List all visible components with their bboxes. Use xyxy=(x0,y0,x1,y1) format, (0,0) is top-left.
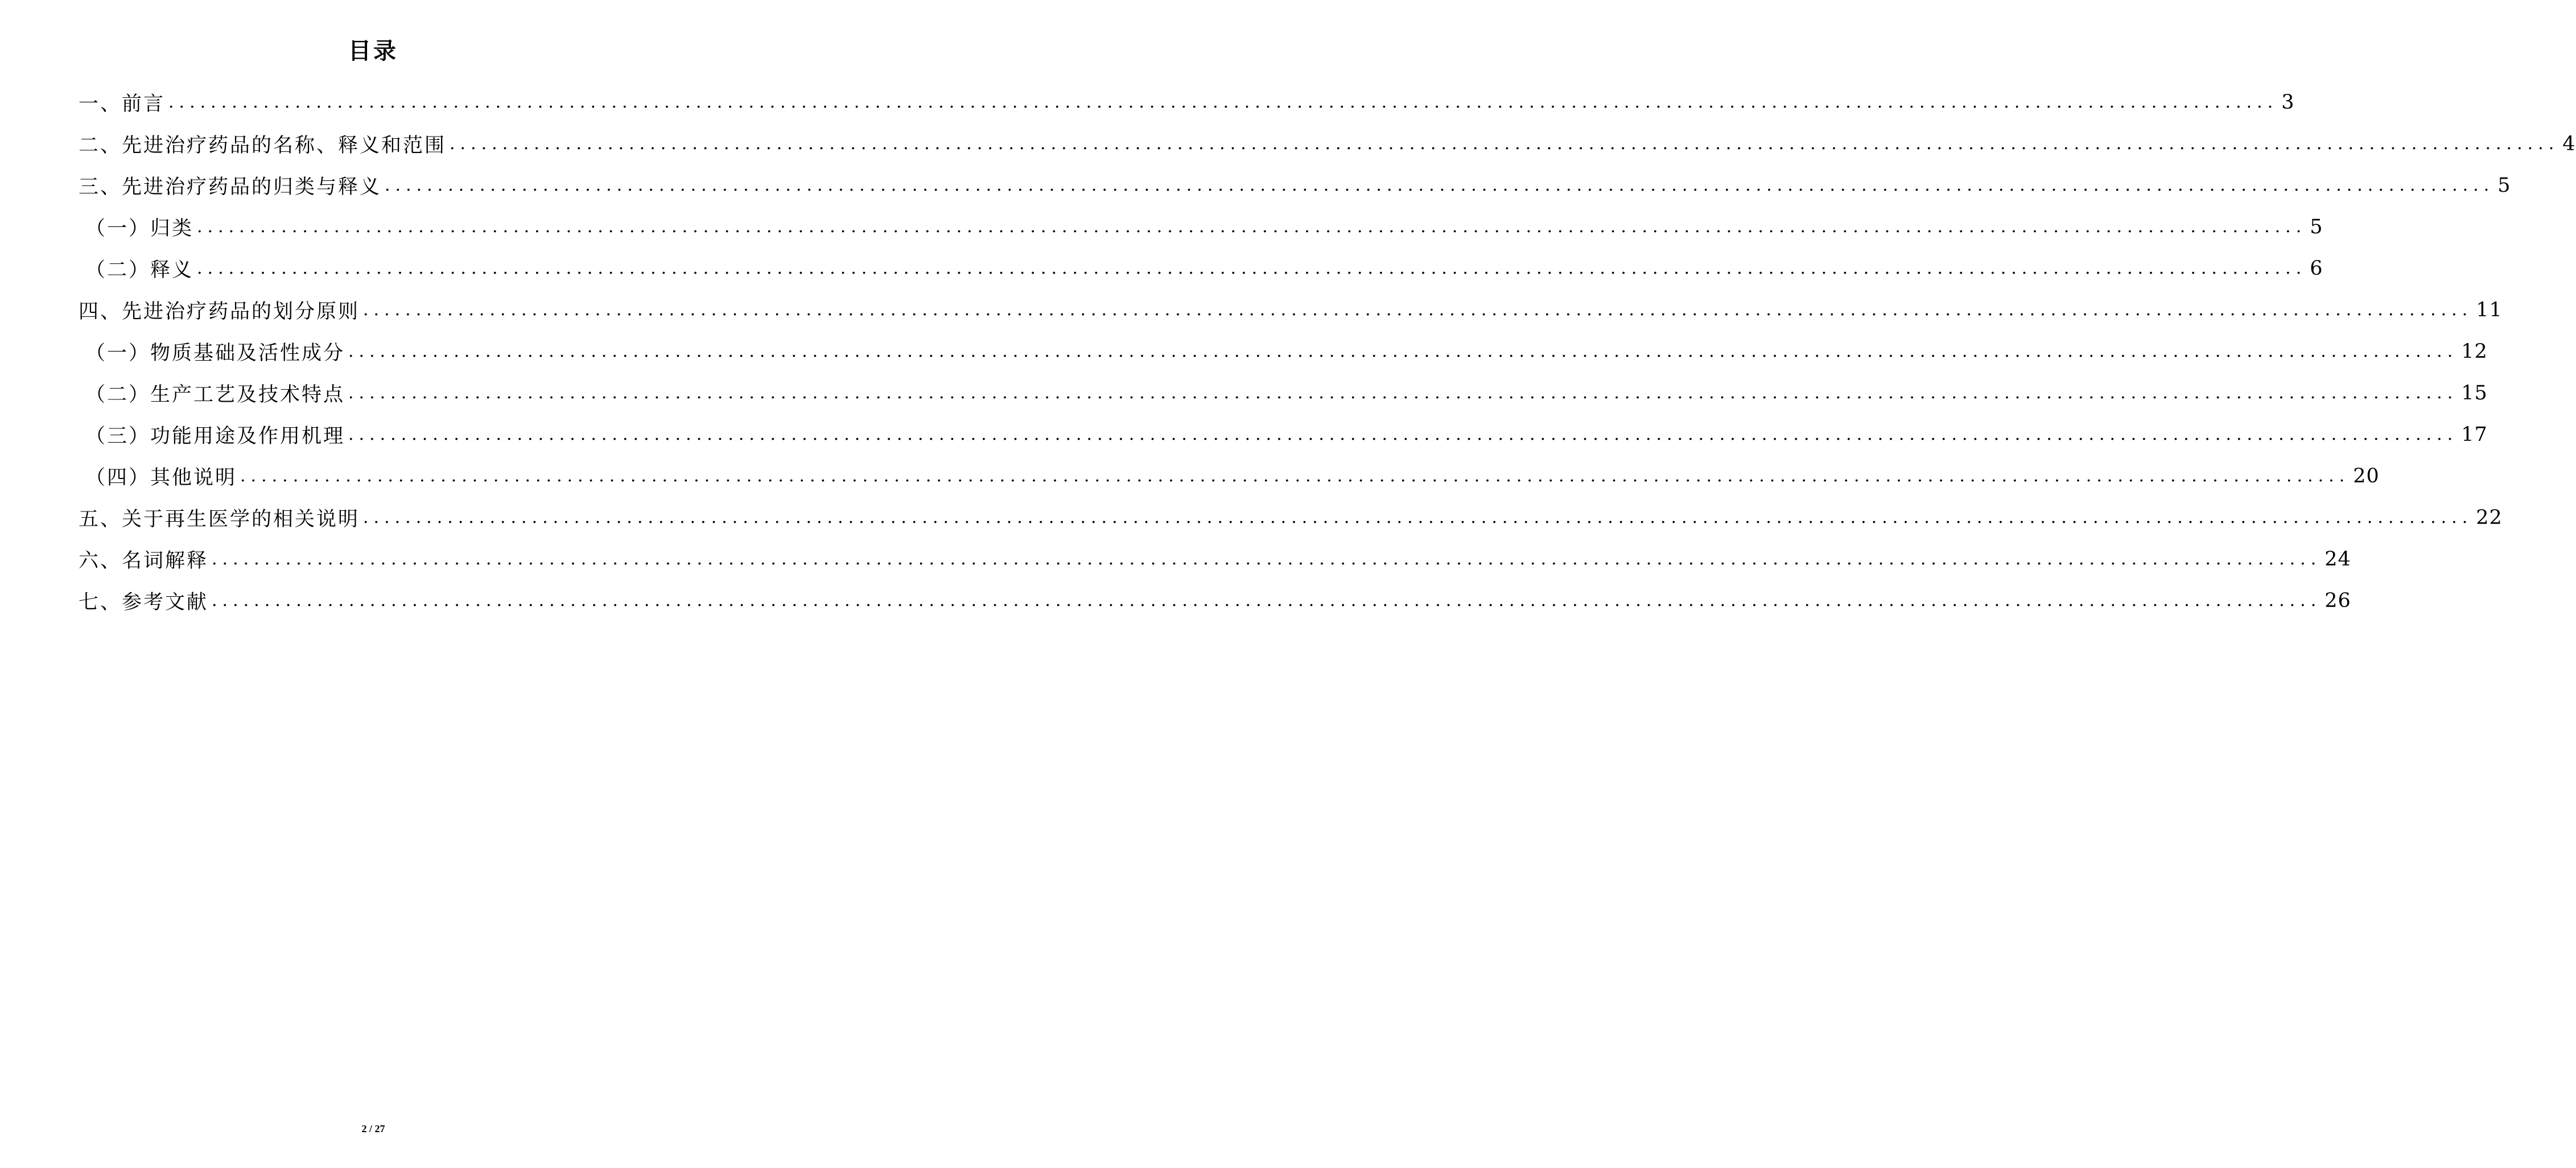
toc-entry-label: （一）物质基础及活性成分 xyxy=(85,341,345,365)
toc-entry-label: （三）功能用途及作用机理 xyxy=(85,424,345,448)
toc-entry-label: （二）生产工艺及技术特点 xyxy=(85,383,345,406)
toc-dot-leader: ........................................................................................................................................................................................................ xyxy=(348,383,2458,403)
toc-entry[interactable] xyxy=(79,123,2576,164)
toc-entry-label: （一）归类 xyxy=(85,217,194,240)
toc-entry-page-number: 20 xyxy=(2353,464,2380,488)
toc-dot-leader: ........................................................................................................................................................................................................ xyxy=(385,175,2495,195)
toc-dot-leader: ........................................................................................................................................................................................................ xyxy=(348,341,2458,361)
toc-entry[interactable] xyxy=(79,538,2351,580)
page-title: 目录 xyxy=(348,38,398,64)
toc-dot-leader: ........................................................................................................................................................................................................ xyxy=(168,92,2278,112)
toc-dot-leader: ........................................................................................................................................................................................................ xyxy=(240,466,2350,486)
toc-entry[interactable] xyxy=(79,247,2323,289)
toc-entry-page-number: 4 xyxy=(2562,132,2576,155)
toc-entry-page-number: 12 xyxy=(2461,340,2488,363)
toc-dot-leader: ........................................................................................................................................................................................................ xyxy=(212,549,2322,569)
toc-entry-page-number: 17 xyxy=(2461,423,2488,446)
toc-entry[interactable] xyxy=(79,372,2488,414)
toc-entry[interactable] xyxy=(79,206,2323,247)
toc-entry[interactable] xyxy=(79,455,2380,497)
toc-entry-label: 七、参考文献 xyxy=(79,591,209,614)
toc-entry-label: （四）其他说明 xyxy=(85,466,237,489)
toc-entry-page-number: 5 xyxy=(2497,174,2511,197)
table-of-contents xyxy=(79,81,2576,621)
toc-entry[interactable] xyxy=(79,81,2295,123)
toc-entry-page-number: 6 xyxy=(2310,257,2323,280)
toc-entry[interactable] xyxy=(79,164,2511,206)
toc-entry-label: 一、前言 xyxy=(79,92,166,115)
toc-dot-leader: ........................................................................................................................................................................................................ xyxy=(348,424,2458,444)
toc-entry-page-number: 22 xyxy=(2476,506,2503,529)
toc-entry[interactable] xyxy=(79,497,2503,538)
toc-entry-label: （二）释义 xyxy=(85,258,194,282)
toc-entry-label: 五、关于再生医学的相关说明 xyxy=(79,507,360,531)
toc-entry[interactable] xyxy=(79,580,2351,621)
toc-entry-page-number: 15 xyxy=(2461,381,2488,405)
toc-entry-page-number: 24 xyxy=(2324,547,2351,571)
toc-entry-label: 四、先进治疗药品的划分原则 xyxy=(79,300,360,323)
toc-dot-leader: ........................................................................................................................................................................................................ xyxy=(197,217,2307,237)
page-number: 2 / 27 xyxy=(361,1123,385,1134)
toc-entry-label: 六、名词解释 xyxy=(79,549,209,572)
toc-dot-leader: ........................................................................................................................................................................................................ xyxy=(450,134,2559,154)
toc-entry-page-number: 3 xyxy=(2281,90,2295,114)
toc-entry-page-number: 5 xyxy=(2310,215,2323,238)
toc-entry-page-number: 26 xyxy=(2324,589,2351,612)
toc-dot-leader: ........................................................................................................................................................................................................ xyxy=(212,591,2322,610)
toc-entry[interactable] xyxy=(79,414,2488,455)
toc-entry-page-number: 11 xyxy=(2476,298,2503,321)
toc-entry-label: 二、先进治疗药品的名称、释义和范围 xyxy=(79,134,447,157)
toc-dot-leader: ........................................................................................................................................................................................................ xyxy=(363,507,2473,527)
toc-dot-leader: ........................................................................................................................................................................................................ xyxy=(363,300,2473,320)
toc-entry[interactable] xyxy=(79,331,2488,372)
toc-entry-label: 三、先进治疗药品的归类与释义 xyxy=(79,175,382,199)
toc-dot-leader: ........................................................................................................................................................................................................ xyxy=(197,258,2307,278)
toc-entry[interactable] xyxy=(79,289,2503,331)
